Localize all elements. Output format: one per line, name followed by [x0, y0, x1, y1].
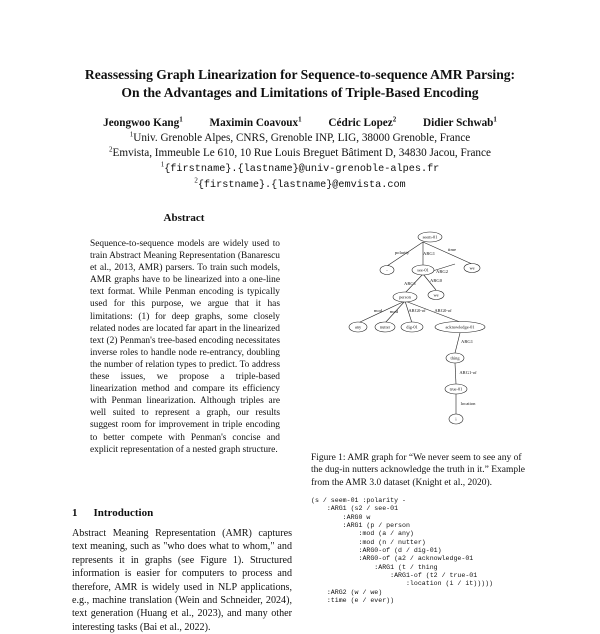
paper-title	[0, 66, 600, 102]
section-heading	[72, 507, 153, 519]
node-label: i	[455, 416, 457, 422]
affiliation-2: $^2$Emvista, Immeuble Le 610, 10 Rue Louis Breguet Bâtiment D, 34830 Jacou, France	[109, 145, 491, 159]
node-label: -	[386, 267, 388, 273]
node-label: any	[354, 324, 362, 330]
node-label: seem-01	[422, 234, 438, 240]
section-title: Introduction	[93, 507, 154, 519]
affiliation-1: $^1$Univ. Grenoble Alpes, CNRS, Grenoble INP, LIG, 38000 Grenoble, France	[129, 130, 471, 144]
node-label: true-01	[449, 386, 463, 392]
author-name: Maximin Coavoux$^1$	[209, 115, 302, 129]
abstract-heading: Abstract	[163, 212, 205, 224]
node-label: see-01	[417, 267, 429, 273]
author-name: Didier Schwab$^1$	[423, 115, 497, 129]
author-name: Jeongwoo Kang$^1$	[103, 115, 183, 129]
edge-label: mod	[389, 309, 399, 314]
edge-label: ARG2	[436, 269, 448, 274]
intro-text: Abstract Meaning Representation (AMR) captures text meaning, such as "who does what to whom," and represents it in graphs (see Figure 1). Structured information is easier for computers to process and therefore, AMR is widely used in NLP applications, e.g., machine translation (Wein and Schneider, 2024), text generation (Huang et al., 2023), and many other interesting tasks (Bai et al., 2022).	[72, 528, 292, 633]
amr-graph-figure	[330, 228, 500, 433]
node-label: we	[433, 292, 439, 298]
edge-label: ARG0	[430, 278, 442, 283]
email-1: $^1${firstname}.{lastname}@univ-grenoble-alpes.fr	[160, 160, 440, 175]
email-2: $^2${firstname}.{lastname}@emvista.com	[194, 176, 406, 191]
penman-code-block: (s / seem-01 :polarity - :ARG1 (s2 / see-01 :ARG0 w :ARG1 (p / person :mod (a / any) :mod (n / nutter) :ARG0-of (d / dig-01) :ARG0-of (a2 / acknowledge-01 :ARG1 (t / thing :ARG1-of (t2 / true-01 :location (i / it))))) :ARG2 (w / we) :time (e / ever))	[311, 497, 494, 605]
node-label: person	[399, 294, 411, 300]
edge-label: ARG0-of	[434, 308, 452, 313]
section-number: 1	[72, 507, 78, 519]
edge-label: ARG1	[423, 251, 435, 256]
edge-label: ARG1	[404, 281, 416, 286]
node-label: thing	[450, 355, 460, 361]
edge-label: mod	[373, 308, 383, 313]
abstract-text: Sequence-to-sequence models are widely used to train Abstract Meaning Representation (Banarescu et al., 2013, AMR) parsers. To train such models, AMR graphs have to be linearized into a one-line text format. While Penman encoding is typically used for this purpose, we argue that it has limitations: (1) for deep graphs, some closely related nodes are located far apart in the linearized text (2) Penman's tree-based encoding necessitates inverse roles to handle node re-entrancy, doubling the number of relation types to predict. To address these issues, we propose a triple-based linearization method and compare its efficiency with Penman linearization. Although triples are well suited to represent a graph, our results suggest room for improvement in triple encoding to better compete with Penman's concise and explicit representation of a nested graph structure.	[90, 239, 280, 455]
edge-label: polarity	[394, 250, 410, 255]
edge-label: ARG0-of	[408, 308, 426, 313]
edge-line	[455, 363, 456, 384]
author-name: Cédric Lopez$^2$	[328, 115, 397, 129]
author-names	[0, 116, 600, 131]
figure-caption: Figure 1: AMR graph for “We never seem to see any of the dug-in nutters acknowledge the truth in it.” Example from the AMR 3.0 dataset (Knight et al., 2020).	[311, 453, 525, 488]
edge-label: time	[447, 247, 457, 252]
author-block	[0, 116, 600, 193]
node-label: nutter	[379, 324, 391, 330]
node-label: acknowledge-01	[445, 324, 475, 330]
edge-label: ARG1-of	[459, 370, 477, 375]
title-line-2: On the Advantages and Limitations of Triple-Based Encoding	[121, 85, 479, 100]
edge-line	[455, 333, 460, 353]
node-label: we	[469, 265, 475, 271]
title-line-1: Reassessing Graph Linearization for Sequence-to-sequence AMR Parsing:	[84, 67, 516, 82]
edge-label: ARG1	[461, 339, 473, 344]
edge-label: location	[460, 401, 476, 406]
node-label: dig-01	[406, 324, 418, 330]
